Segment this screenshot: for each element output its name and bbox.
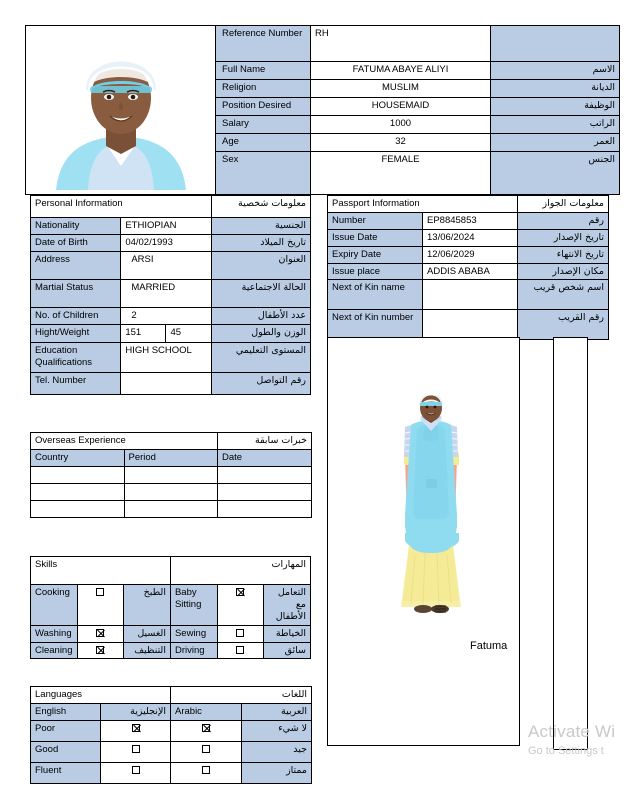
table-row xyxy=(31,280,311,308)
passport-value: 13/06/2024 xyxy=(423,229,518,246)
overseas-title-ar: خبرات سابقة xyxy=(218,433,312,450)
skills-body xyxy=(31,557,311,659)
lang-good-english-checkbox[interactable] xyxy=(101,741,171,762)
overseas-col-period: Period xyxy=(124,450,218,467)
watermark-line-2: Go to Settings t xyxy=(528,745,604,757)
lang-poor-english-checkbox[interactable] xyxy=(101,720,171,741)
personal-value: ETHIOPIAN xyxy=(121,218,211,235)
lang-fluent-arabic-checkbox[interactable] xyxy=(171,762,242,783)
header-value: FATUMA ABAYE ALIYI xyxy=(311,62,491,80)
checkbox-checked-icon[interactable] xyxy=(236,588,244,596)
watermark-line-1: Activate Wi xyxy=(528,722,616,741)
header-arabic-label: الوظيفة xyxy=(491,98,620,116)
personal-value: ARSI xyxy=(121,252,211,280)
table-row xyxy=(31,557,311,585)
skill-checkbox-baby-sitting[interactable] xyxy=(217,585,264,626)
passport-label: Issue place xyxy=(328,263,423,280)
header-value: FEMALE xyxy=(311,152,491,195)
header-value: 1000 xyxy=(311,116,491,134)
passport-arabic-label: مكان الإصدار xyxy=(518,263,609,280)
overseas-experience-table xyxy=(30,432,312,518)
lang-col-english-ar: الإنجليزية xyxy=(101,703,171,720)
skills-title-en: Skills xyxy=(31,557,171,585)
lang-level-poor: Poor xyxy=(31,720,101,741)
headshot-illustration xyxy=(26,26,216,190)
skill-label-baby-sitting: Baby Sitting xyxy=(170,585,217,626)
table-row xyxy=(31,252,311,280)
passport-label: Next of Kin name xyxy=(328,280,423,310)
checkbox-unchecked-icon[interactable] xyxy=(132,766,140,774)
personal-value: MARRIED xyxy=(121,280,211,308)
header-arabic-label xyxy=(491,26,620,62)
skill-checkbox-sewing[interactable] xyxy=(217,625,264,642)
skill-arabic-washing: الغسيل xyxy=(124,625,171,642)
passport-label: Expiry Date xyxy=(328,246,423,263)
lang-col-arabic-ar: العربية xyxy=(241,703,312,720)
passport-label: Issue Date xyxy=(328,229,423,246)
table-row xyxy=(328,280,609,310)
header-arabic-label: الاسم xyxy=(491,62,620,80)
table-row-header xyxy=(31,450,312,467)
overseas-col-country: Country xyxy=(31,450,125,467)
skill-checkbox-cleaning[interactable] xyxy=(77,642,124,659)
lang-col-english-en: English xyxy=(31,703,101,720)
skills-title-ar: المهارات xyxy=(170,557,310,585)
lang-level-poor-arabic: لا شيء xyxy=(241,720,312,741)
header-arabic-label: الجنس xyxy=(491,152,620,195)
full-body-illustration xyxy=(383,395,479,650)
header-value: MUSLIM xyxy=(311,80,491,98)
applicant-full-body-photo xyxy=(383,395,479,650)
applicant-summary-body xyxy=(26,26,620,195)
header-label: Position Desired xyxy=(216,98,311,116)
checkbox-checked-icon[interactable] xyxy=(96,646,104,654)
height-weight-split xyxy=(121,325,210,342)
personal-label: Education Qualifications xyxy=(31,343,121,373)
checkbox-unchecked-icon[interactable] xyxy=(202,766,210,774)
table-row xyxy=(328,196,609,213)
languages-table xyxy=(30,686,312,784)
personal-title-ar: معلومات شخصية xyxy=(211,196,310,218)
header-arabic-label: الراتب xyxy=(491,116,620,134)
overseas-cell-country[interactable] xyxy=(31,501,125,518)
table-row xyxy=(31,642,311,659)
personal-label: Martial Status xyxy=(31,280,121,308)
passport-information-table xyxy=(327,195,609,340)
skill-arabic-baby-sitting: التعامل مع الأطفال xyxy=(264,585,311,626)
table-row xyxy=(31,687,312,704)
table-row xyxy=(26,26,620,62)
overseas-col-date: Date xyxy=(218,450,312,467)
personal-arabic-label: عدد الأطفال xyxy=(211,308,310,325)
personal-arabic-label: العنوان xyxy=(211,252,310,280)
passport-label: Number xyxy=(328,212,423,229)
skill-checkbox-driving[interactable] xyxy=(217,642,264,659)
table-row xyxy=(31,467,312,484)
table-row-height-weight xyxy=(31,325,311,343)
personal-label: Tel. Number xyxy=(31,373,121,395)
lang-fluent-english-checkbox[interactable] xyxy=(101,762,171,783)
overseas-cell-date[interactable] xyxy=(218,484,312,501)
table-row xyxy=(31,308,311,325)
passport-value xyxy=(423,280,518,310)
passport-arabic-label: رقم xyxy=(518,212,609,229)
personal-arabic-label: المستوى التعليمي xyxy=(211,343,310,373)
header-value: 32 xyxy=(311,134,491,152)
personal-label: Address xyxy=(31,252,121,280)
skill-label-sewing: Sewing xyxy=(170,625,217,642)
weight-value: 45 xyxy=(166,325,211,342)
checkbox-unchecked-icon[interactable] xyxy=(202,745,210,753)
personal-value: 04/02/1993 xyxy=(121,235,211,252)
passport-value: EP8845853 xyxy=(423,212,518,229)
personal-arabic-label: الحالة الاجتماعية xyxy=(211,280,310,308)
skill-label-driving: Driving xyxy=(170,642,217,659)
skill-arabic-driving: سائق xyxy=(264,642,311,659)
personal-value: 2 xyxy=(121,308,211,325)
table-row xyxy=(31,501,312,518)
header-label: Full Name xyxy=(216,62,311,80)
header-value: HOUSEMAID xyxy=(311,98,491,116)
table-row xyxy=(31,484,312,501)
skill-arabic-cleaning: التنظيف xyxy=(124,642,171,659)
passport-title-en: Passport Information xyxy=(328,196,518,213)
photo-frame-side-cell xyxy=(553,337,588,750)
skill-label-cooking: Cooking xyxy=(31,585,78,626)
header-label: Age xyxy=(216,134,311,152)
table-row xyxy=(31,433,312,450)
lang-level-fluent: Fluent xyxy=(31,762,101,783)
checkbox-unchecked-icon[interactable] xyxy=(96,588,104,596)
table-row xyxy=(31,585,311,626)
passport-title-ar: معلومات الجواز xyxy=(518,196,609,213)
passport-information-body xyxy=(328,196,609,340)
header-label: Salary xyxy=(216,116,311,134)
table-row xyxy=(31,373,311,395)
table-row xyxy=(31,218,311,235)
height-value: 151 xyxy=(121,325,166,342)
header-arabic-label: العمر xyxy=(491,134,620,152)
personal-information-table xyxy=(30,195,311,395)
personal-value xyxy=(121,373,211,395)
skill-arabic-sewing: الخياطة xyxy=(264,625,311,642)
personal-label: Date of Birth xyxy=(31,235,121,252)
lang-good-arabic-checkbox[interactable] xyxy=(171,741,242,762)
passport-arabic-label: رقم القريب xyxy=(518,310,609,340)
height-weight-label: Hight/Weight xyxy=(31,325,121,343)
languages-title-ar: اللغات xyxy=(171,687,312,704)
checkbox-checked-icon[interactable] xyxy=(132,724,140,732)
personal-information-body xyxy=(31,196,311,395)
passport-value xyxy=(423,310,518,340)
overseas-cell-country[interactable] xyxy=(31,484,125,501)
personal-label: No. of Children xyxy=(31,308,121,325)
skill-label-cleaning: Cleaning xyxy=(31,642,78,659)
height-weight-arabic-label: الوزن والطول xyxy=(211,325,310,343)
overseas-cell-date[interactable] xyxy=(218,467,312,484)
lang-level-good: Good xyxy=(31,741,101,762)
checkbox-unchecked-icon[interactable] xyxy=(236,646,244,654)
table-row xyxy=(31,196,311,218)
passport-value: ADDIS ABABA xyxy=(423,263,518,280)
header-value: RH xyxy=(311,26,491,62)
overseas-cell-date[interactable] xyxy=(218,501,312,518)
lang-poor-arabic-checkbox[interactable] xyxy=(171,720,242,741)
languages-body xyxy=(31,687,312,784)
overseas-title-en: Overseas Experience xyxy=(31,433,218,450)
table-row xyxy=(31,720,312,741)
table-row xyxy=(328,229,609,246)
header-label: Sex xyxy=(216,152,311,195)
table-row xyxy=(328,310,609,340)
table-row-header xyxy=(31,703,312,720)
lang-level-good-arabic: جيد xyxy=(241,741,312,762)
personal-title-en: Personal Information xyxy=(31,196,212,218)
checkbox-checked-icon[interactable] xyxy=(202,724,210,732)
checkbox-checked-icon[interactable] xyxy=(96,629,104,637)
personal-arabic-label: الجنسية xyxy=(211,218,310,235)
header-label: Reference Number xyxy=(216,26,311,62)
passport-label: Next of Kin number xyxy=(328,310,423,340)
header-label: Religion xyxy=(216,80,311,98)
personal-arabic-label: تاريخ الميلاد xyxy=(211,235,310,252)
photo-caption: Fatuma xyxy=(470,640,508,652)
table-row xyxy=(31,235,311,252)
applicant-summary-table xyxy=(25,25,620,195)
passport-arabic-label: اسم شخص قريب xyxy=(518,280,609,310)
table-row xyxy=(328,263,609,280)
passport-value: 12/06/2029 xyxy=(423,246,518,263)
table-row xyxy=(31,762,312,783)
table-row xyxy=(31,343,311,373)
passport-arabic-label: تاريخ الانتهاء xyxy=(518,246,609,263)
table-row xyxy=(328,212,609,229)
skills-table xyxy=(30,556,311,659)
checkbox-unchecked-icon[interactable] xyxy=(132,745,140,753)
overseas-cell-period[interactable] xyxy=(124,501,218,518)
skill-checkbox-washing[interactable] xyxy=(77,625,124,642)
applicant-headshot-photo xyxy=(26,26,216,195)
skill-arabic-cooking: الطبخ xyxy=(124,585,171,626)
header-arabic-label: الديانة xyxy=(491,80,620,98)
passport-arabic-label: تاريخ الإصدار xyxy=(518,229,609,246)
overseas-cell-country[interactable] xyxy=(31,467,125,484)
personal-arabic-label: رقم التواصل xyxy=(211,373,310,395)
checkbox-unchecked-icon[interactable] xyxy=(236,629,244,637)
table-row xyxy=(31,625,311,642)
table-row xyxy=(328,246,609,263)
skill-label-washing: Washing xyxy=(31,625,78,642)
overseas-cell-period[interactable] xyxy=(124,484,218,501)
lang-level-fluent-arabic: ممتاز xyxy=(241,762,312,783)
overseas-experience-body xyxy=(31,433,312,518)
languages-title-en: Languages xyxy=(31,687,171,704)
overseas-cell-period[interactable] xyxy=(124,467,218,484)
lang-col-arabic-en: Arabic xyxy=(171,703,242,720)
personal-label: Nationality xyxy=(31,218,121,235)
table-row xyxy=(31,741,312,762)
skill-checkbox-cooking[interactable] xyxy=(77,585,124,626)
personal-value: HIGH SCHOOL xyxy=(121,343,211,373)
